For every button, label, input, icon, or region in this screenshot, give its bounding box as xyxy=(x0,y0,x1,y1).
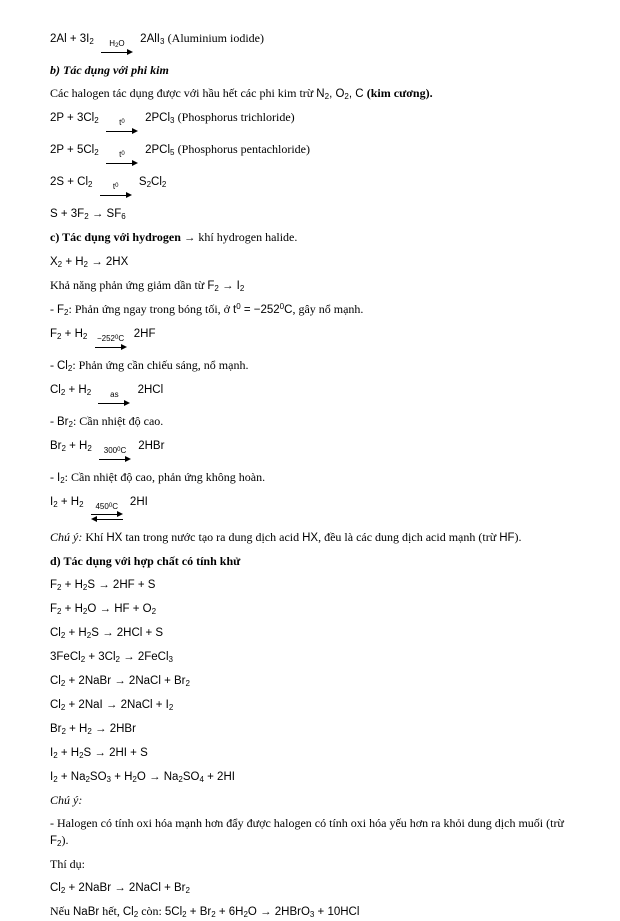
text-run: - xyxy=(50,414,57,428)
text-run: - xyxy=(50,358,57,372)
subscript: 2 xyxy=(161,180,167,189)
subscript: 2 xyxy=(182,910,187,919)
formula-run: $2P + 5Cl_2$ xyxy=(50,144,99,157)
subscript: 2 xyxy=(132,775,137,784)
document-line xyxy=(50,437,580,463)
subscript: 2 xyxy=(68,420,73,429)
superscript: 0 xyxy=(279,302,285,311)
document-line xyxy=(50,879,580,897)
subscript: 2 xyxy=(133,910,139,919)
formula-run: 2HCl xyxy=(134,384,164,396)
formula-run: $Br_2$ xyxy=(57,416,73,429)
subscript: 2 xyxy=(185,679,190,688)
formula-run: $F_2 + H_2S \to 2HF + S$ xyxy=(50,579,156,592)
superscript: 0 xyxy=(236,302,241,311)
arrow-shaft-right xyxy=(100,191,132,199)
subscript: 2 xyxy=(53,751,58,760)
formula-run: 3FeCl$_2$ + $3Cl_2$ → 2FeCl$_3$ xyxy=(50,651,173,664)
formula-run: HF xyxy=(499,532,515,544)
text-run: , đều là các dung dịch acid mạnh (trừ xyxy=(318,530,500,544)
arrow-shaft-right xyxy=(101,48,133,56)
formula-run: HX xyxy=(106,532,123,544)
formula-run: $I_2 + H_2S \to 2HI + S$ xyxy=(50,747,148,760)
superscript: 0 xyxy=(121,119,125,125)
document-line xyxy=(50,469,580,487)
formula-run: 2PCl$_5$ xyxy=(141,144,175,157)
formula-run: $F_2$ xyxy=(57,304,69,317)
formula-run: 2HI xyxy=(126,496,148,508)
formula-run: $X_2 + H_2 \to 2HX$ xyxy=(50,256,129,269)
subscript: 2 xyxy=(88,180,93,189)
document-line xyxy=(50,85,580,103)
subscript: 2 xyxy=(57,839,62,848)
arrow-shaft-right xyxy=(95,343,127,351)
subscript: 2 xyxy=(60,679,66,688)
text-run: (Aluminium iodide) xyxy=(167,31,264,45)
document-line xyxy=(50,357,580,375)
formula-run: 2AlI$_3$ xyxy=(136,33,165,46)
arrow-condition-label: as xyxy=(110,390,119,399)
formula-run: NaBr xyxy=(73,906,100,918)
formula-run: $2Al + 3I_2$ xyxy=(50,33,94,46)
document-line xyxy=(50,648,580,666)
document-line xyxy=(50,576,580,594)
formula-run: $2S + Cl_2$ xyxy=(50,176,93,189)
text-run: khí hydrogen halide. xyxy=(195,230,298,244)
formula-run: $Cl_2 + H_2$ xyxy=(50,384,92,397)
subscript: 3 xyxy=(106,775,111,784)
subscript: 2 xyxy=(87,444,92,453)
formula-run: 2PCl$_3$ xyxy=(141,112,175,125)
arrow-shaft-left xyxy=(91,517,123,523)
formula-run: $F_2 + H_2O$ → HF + $O_2$ xyxy=(50,603,157,616)
document-line xyxy=(50,109,580,135)
arrow-shaft-right xyxy=(106,127,138,135)
subscript: 2 xyxy=(60,388,66,397)
formula-run: $S + 3F_2 \to SF_6$ xyxy=(50,208,126,221)
text-run: : Cần nhiệt độ cao, phản ứng không hoàn. xyxy=(64,470,266,484)
document-line xyxy=(50,600,580,618)
subscript: 2 xyxy=(53,500,58,509)
subscript: 2 xyxy=(60,703,66,712)
text-run: ). xyxy=(514,530,522,544)
arrow-condition-label: $t^0$ xyxy=(119,150,125,159)
formula-run: $N_2$, $O_2$, C xyxy=(316,88,367,101)
subscript: 2 xyxy=(94,116,99,125)
document-line xyxy=(50,768,580,786)
subscript: 2 xyxy=(168,703,174,712)
subscript: 2 xyxy=(94,148,99,157)
document-line xyxy=(50,229,580,247)
text-run: (Phosphorus trichloride) xyxy=(177,110,295,124)
reaction-arrow-icon xyxy=(106,150,138,167)
subscript: 4 xyxy=(199,775,204,784)
formula-run: $F_2 \to I_2$ xyxy=(207,280,245,293)
italic-text-run: Chú ý: xyxy=(50,530,83,544)
text-run: : Phản ứng ngay trong bóng tối, ở xyxy=(68,302,233,316)
document-line xyxy=(50,856,580,873)
document-line xyxy=(50,277,580,295)
formula-run: $Cl_2$ xyxy=(122,906,139,919)
subscript: 2 xyxy=(151,607,157,616)
subscript: 2 xyxy=(82,332,88,341)
document-line xyxy=(50,720,580,738)
document-line xyxy=(50,141,580,167)
subscript: 2 xyxy=(57,607,62,616)
subscript: 2 xyxy=(178,775,183,784)
subscript: 2 xyxy=(83,260,88,269)
subscript: 2 xyxy=(79,751,84,760)
subscript: 2 xyxy=(146,180,152,189)
subscript: 2 xyxy=(324,92,330,101)
text-run: - Halogen có tính oxi hóa mạnh hơn đẩy được halogen có tính oxi hóa yếu hơn ra khỏi dung dịch muối (trừ xyxy=(50,816,564,830)
subscript: 3 xyxy=(309,910,315,919)
subscript: 6 xyxy=(121,212,126,221)
subscript: 5 xyxy=(170,148,175,157)
document-line xyxy=(50,903,580,921)
subscript: 2 xyxy=(87,727,92,736)
formula-run: $Cl_2 + 2NaI$ → 2NaCl + $I_2$ xyxy=(50,699,174,712)
subscript: 2 xyxy=(61,727,66,736)
superscript: 0 xyxy=(115,335,119,341)
formula-run: 2HF xyxy=(130,328,156,340)
subscript: 2 xyxy=(214,284,219,293)
subscript: 2 xyxy=(82,607,88,616)
formula-run: $F_2$ xyxy=(50,835,62,848)
subscript: 2 xyxy=(57,583,62,592)
formula-run: $S_2Cl_2$ xyxy=(135,176,167,189)
arrow-shaft-right xyxy=(98,399,130,407)
subscript: 2 xyxy=(80,655,86,664)
text-run: Các halogen tác dụng được với hầu hết các phi kim trừ xyxy=(50,86,317,100)
subscript: 3 xyxy=(170,116,175,125)
subscript: 2 xyxy=(115,43,119,49)
text-run: Khí xyxy=(82,530,107,544)
subscript: 2 xyxy=(79,500,84,509)
document-line xyxy=(50,381,580,407)
reaction-arrow-icon xyxy=(101,39,133,56)
superscript: 0 xyxy=(121,151,125,157)
heading-run: b) Tác dụng với phi kim xyxy=(50,63,169,77)
text-run: Khả năng phản ứng giảm dần từ xyxy=(50,278,208,292)
document-line xyxy=(50,325,580,351)
formula-run: $5Cl_2 + Br_2 + 6H_2O$ → 2HBrO$_3$ + 10HCl xyxy=(164,906,360,919)
text-run: Nếu xyxy=(50,904,73,918)
subscript: 2 xyxy=(84,212,89,221)
text-run: còn: xyxy=(138,904,165,918)
arrow-condition-label: $t^0$ xyxy=(112,182,119,191)
reaction-arrow-icon xyxy=(100,182,132,199)
text-run: , gây nổ mạnh. xyxy=(292,302,364,316)
document-body xyxy=(50,30,580,921)
text-run: (Phosphorus pentachloride) xyxy=(177,142,310,156)
formula-run: $Cl_2$ + 2NaBr → 2NaCl + $Br_2$ xyxy=(50,675,190,688)
formula-run: $t^0 = -252^0C$ xyxy=(233,302,293,316)
document-line xyxy=(50,624,580,642)
document-line xyxy=(50,413,580,431)
subscript: 2 xyxy=(53,775,58,784)
text-run: ). xyxy=(61,833,69,847)
document-line xyxy=(50,529,580,547)
text-run: : Phản ứng cần chiếu sáng, nổ mạnh. xyxy=(72,358,249,372)
formula-run: $Cl_2 + H_2S \to 2HCl + S$ xyxy=(50,627,164,640)
subscript: 2 xyxy=(185,886,190,895)
document-line xyxy=(50,815,580,850)
document-line xyxy=(50,30,580,56)
document-line xyxy=(50,744,580,762)
document-line xyxy=(50,173,580,199)
formula-run: $I_2 + H_2$ xyxy=(50,496,84,509)
text-run: - xyxy=(50,302,57,316)
text-run: Thí dụ: xyxy=(50,857,85,871)
reaction-arrow-icon xyxy=(98,390,130,407)
subscript: 2 xyxy=(211,910,216,919)
formula-run: $Cl_2$ xyxy=(57,360,73,373)
subscript: 2 xyxy=(64,308,69,317)
subscript: 3 xyxy=(168,655,173,664)
formula-run: $Cl_2$ + 2NaBr → 2NaCl + $Br_2$ xyxy=(50,882,190,895)
subscript: 2 xyxy=(85,775,90,784)
formula-run: → xyxy=(183,232,196,244)
formula-run: $I_2$ xyxy=(57,472,65,485)
formula-run: $I_2 + Na_2SO_3 + H_2O \to Na_2SO_4 + 2HI$ xyxy=(50,771,235,784)
document-line xyxy=(50,696,580,714)
arrow-condition-label: $-252^0C$ xyxy=(96,334,125,343)
subscript: 2 xyxy=(60,886,66,895)
document-line xyxy=(50,493,580,523)
text-run: - xyxy=(50,470,57,484)
equilibrium-arrow-icon xyxy=(91,502,123,523)
reaction-arrow-icon xyxy=(106,118,138,135)
formula-run: $F_2 + H_2$ xyxy=(50,328,88,341)
formula-run: $Br_2 + H_2 \to 2HBr$ xyxy=(50,723,136,736)
bold-text-run: d) Tác dụng với hợp chất có tính khử xyxy=(50,554,241,568)
subscript: 2 xyxy=(61,444,66,453)
superscript: 0 xyxy=(117,447,121,453)
arrow-condition-label: $450^0C$ xyxy=(95,502,118,511)
formula-run: HX xyxy=(302,532,319,544)
subscript: 2 xyxy=(243,910,248,919)
italic-text-run: Chú ý: xyxy=(50,793,83,807)
subscript: 2 xyxy=(57,332,62,341)
subscript: 2 xyxy=(67,364,73,373)
text-run: : Cần nhiệt độ cao. xyxy=(72,414,164,428)
reaction-arrow-icon xyxy=(95,334,127,351)
text-run: tan trong nước tạo ra dung dịch acid xyxy=(122,530,303,544)
arrow-shaft-right xyxy=(106,159,138,167)
text-run: hết, xyxy=(99,904,123,918)
superscript: 0 xyxy=(108,503,113,509)
subscript: 2 xyxy=(57,260,63,269)
subscript: 2 xyxy=(115,655,120,664)
subscript: 2 xyxy=(89,37,94,46)
arrow-condition-label: $t^0$ xyxy=(119,118,125,127)
document-line xyxy=(50,205,580,223)
document-line xyxy=(50,672,580,690)
bold-text-run: c) Tác dụng với hydrogen xyxy=(50,230,184,244)
document-line xyxy=(50,792,580,809)
subscript: 2 xyxy=(86,388,92,397)
subscript: 3 xyxy=(160,37,165,46)
subscript: 2 xyxy=(344,92,349,101)
reaction-arrow-icon xyxy=(99,446,131,463)
formula-run: 2HBr xyxy=(135,440,165,452)
subscript: 2 xyxy=(86,631,92,640)
superscript: 0 xyxy=(115,183,119,189)
subscript: 2 xyxy=(82,583,88,592)
formula-run: $Br_2 + H_2$ xyxy=(50,440,92,453)
subscript: 2 xyxy=(239,284,245,293)
subscript: 2 xyxy=(60,631,66,640)
document-line xyxy=(50,253,580,271)
subscript: 2 xyxy=(60,476,65,485)
arrow-shaft-right xyxy=(99,455,131,463)
document-line xyxy=(50,553,580,570)
document-line xyxy=(50,301,580,319)
arrow-condition-label: $300^0C$ xyxy=(103,446,127,455)
bold-text-run: (kim cương). xyxy=(366,86,433,100)
document-line xyxy=(50,62,580,79)
arrow-condition-label: $H_2O$ xyxy=(109,39,125,49)
formula-run: $2P + 3Cl_2$ xyxy=(50,112,99,125)
